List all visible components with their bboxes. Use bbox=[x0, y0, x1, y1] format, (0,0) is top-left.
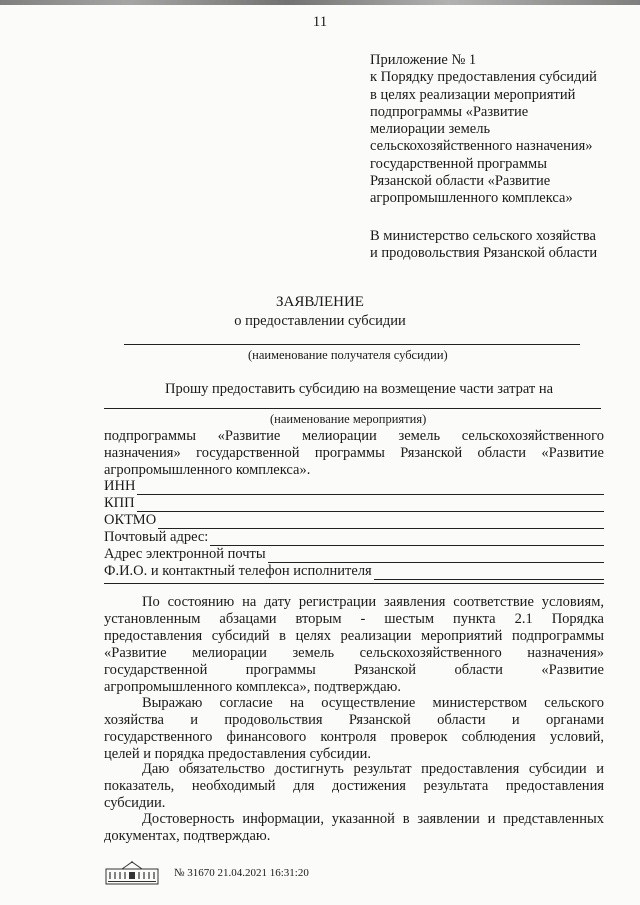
government-building-icon bbox=[104, 860, 160, 886]
contact-extra-line bbox=[104, 583, 604, 584]
paragraph-line: Выражаю согласие на осуществление министерством сельского bbox=[142, 695, 604, 711]
addressee-line: и продовольствия Рязанской области bbox=[370, 245, 598, 262]
paragraph-line: хозяйства и продовольствия Рязанской области и органами bbox=[104, 711, 604, 728]
paragraph-line: предоставления субсидий в целях реализации мероприятий подпрограммы bbox=[104, 627, 604, 644]
scan-edge bbox=[0, 0, 640, 5]
inn-blank bbox=[137, 480, 604, 495]
appendix-line: агропромышленного комплекса» bbox=[370, 190, 573, 207]
paragraph-line: государственной программы Рязанской области «Развитие bbox=[104, 661, 604, 678]
oktmo-blank bbox=[158, 514, 604, 529]
page-number: 11 bbox=[312, 14, 328, 30]
event-caption: (наименование мероприятия) bbox=[270, 412, 427, 426]
appendix-line: к Порядку предоставления субсидий bbox=[370, 69, 597, 86]
registration-number: № 31670 21.04.2021 16:31:20 bbox=[174, 867, 309, 879]
appendix-line: в целях реализации мероприятий bbox=[370, 86, 576, 103]
document-subtitle: о предоставлении субсидии bbox=[234, 313, 406, 329]
paragraph-line: субсидии. bbox=[104, 794, 166, 811]
kpp-field bbox=[104, 494, 604, 512]
contact-label: Ф.И.О. и контактный телефон исполнителя bbox=[104, 563, 372, 579]
paragraph-line: установленным абзацами вторым - шестым пункта 2.1 Порядка bbox=[104, 610, 604, 627]
oktmo-field bbox=[104, 511, 604, 529]
program-line: подпрограммы «Развитие мелиорации земель сельскохозяйственного bbox=[104, 428, 604, 444]
addressee-line: В министерство сельского хозяйства bbox=[370, 228, 596, 244]
obligation-paragraph bbox=[104, 761, 604, 812]
event-name-line bbox=[104, 408, 601, 409]
recipient-name-line bbox=[124, 344, 580, 345]
paragraph-line: целей и порядка предоставления субсидии. bbox=[104, 745, 371, 762]
paragraph-line: По состоянию на дату регистрации заявления соответствие условиям, bbox=[142, 594, 604, 610]
paragraph-line: показатель, необходимый для достижения результата предоставления bbox=[104, 777, 604, 794]
paragraph-line: документах, подтверждаю. bbox=[104, 827, 271, 844]
program-line: назначения» государственной программы Рязанской области «Развитие bbox=[104, 445, 604, 461]
paragraph-line: Достоверность информации, указанной в заявлении и представленных bbox=[142, 811, 604, 827]
appendix-line: сельскохозяйственного назначения» bbox=[370, 138, 593, 155]
inn-label: ИНН bbox=[104, 478, 136, 494]
email-label: Адрес электронной почты bbox=[104, 546, 266, 562]
appendix-line: подпрограммы «Развитие bbox=[370, 103, 529, 120]
paragraph-line: «Развитие мелиорации земель сельскохозяйственного назначения» bbox=[104, 644, 604, 661]
email-field bbox=[104, 545, 604, 563]
appendix-line: Рязанской области «Развитие bbox=[370, 173, 551, 190]
accuracy-paragraph bbox=[104, 811, 604, 845]
appendix-line: Приложение № 1 bbox=[370, 52, 477, 68]
postal-blank bbox=[210, 531, 604, 546]
kpp-label: КПП bbox=[104, 495, 135, 511]
paragraph-line: агропромышленного комплекса», подтверждаю. bbox=[104, 678, 402, 695]
appendix-line: государственной программы bbox=[370, 155, 547, 172]
postal-label: Почтовый адрес: bbox=[104, 529, 209, 545]
appendix-block bbox=[370, 52, 630, 208]
postal-field bbox=[104, 528, 604, 546]
consent-paragraph bbox=[104, 695, 604, 763]
addressee-block bbox=[370, 228, 630, 263]
kpp-blank bbox=[137, 497, 604, 512]
contact-blank bbox=[374, 565, 604, 580]
oktmo-label: ОКТМО bbox=[104, 512, 157, 528]
appendix-line: мелиорации земель bbox=[370, 121, 491, 138]
footer bbox=[104, 860, 309, 886]
program-line: агропромышленного комплекса». bbox=[104, 462, 311, 478]
recipient-caption: (наименование получателя субсидии) bbox=[248, 348, 448, 362]
paragraph-line: государственного финансового контроля проверок соблюдения условий, bbox=[104, 728, 604, 745]
contact-field bbox=[104, 562, 604, 580]
confirmation-paragraph bbox=[104, 594, 604, 695]
request-line: Прошу предоставить субсидию на возмещение части затрат на bbox=[165, 381, 554, 397]
email-blank bbox=[268, 548, 604, 563]
inn-field bbox=[104, 477, 604, 495]
document-title: ЗАЯВЛЕНИЕ bbox=[276, 294, 364, 310]
paragraph-line: Даю обязательство достигнуть результат предоставления субсидии и bbox=[142, 761, 604, 777]
